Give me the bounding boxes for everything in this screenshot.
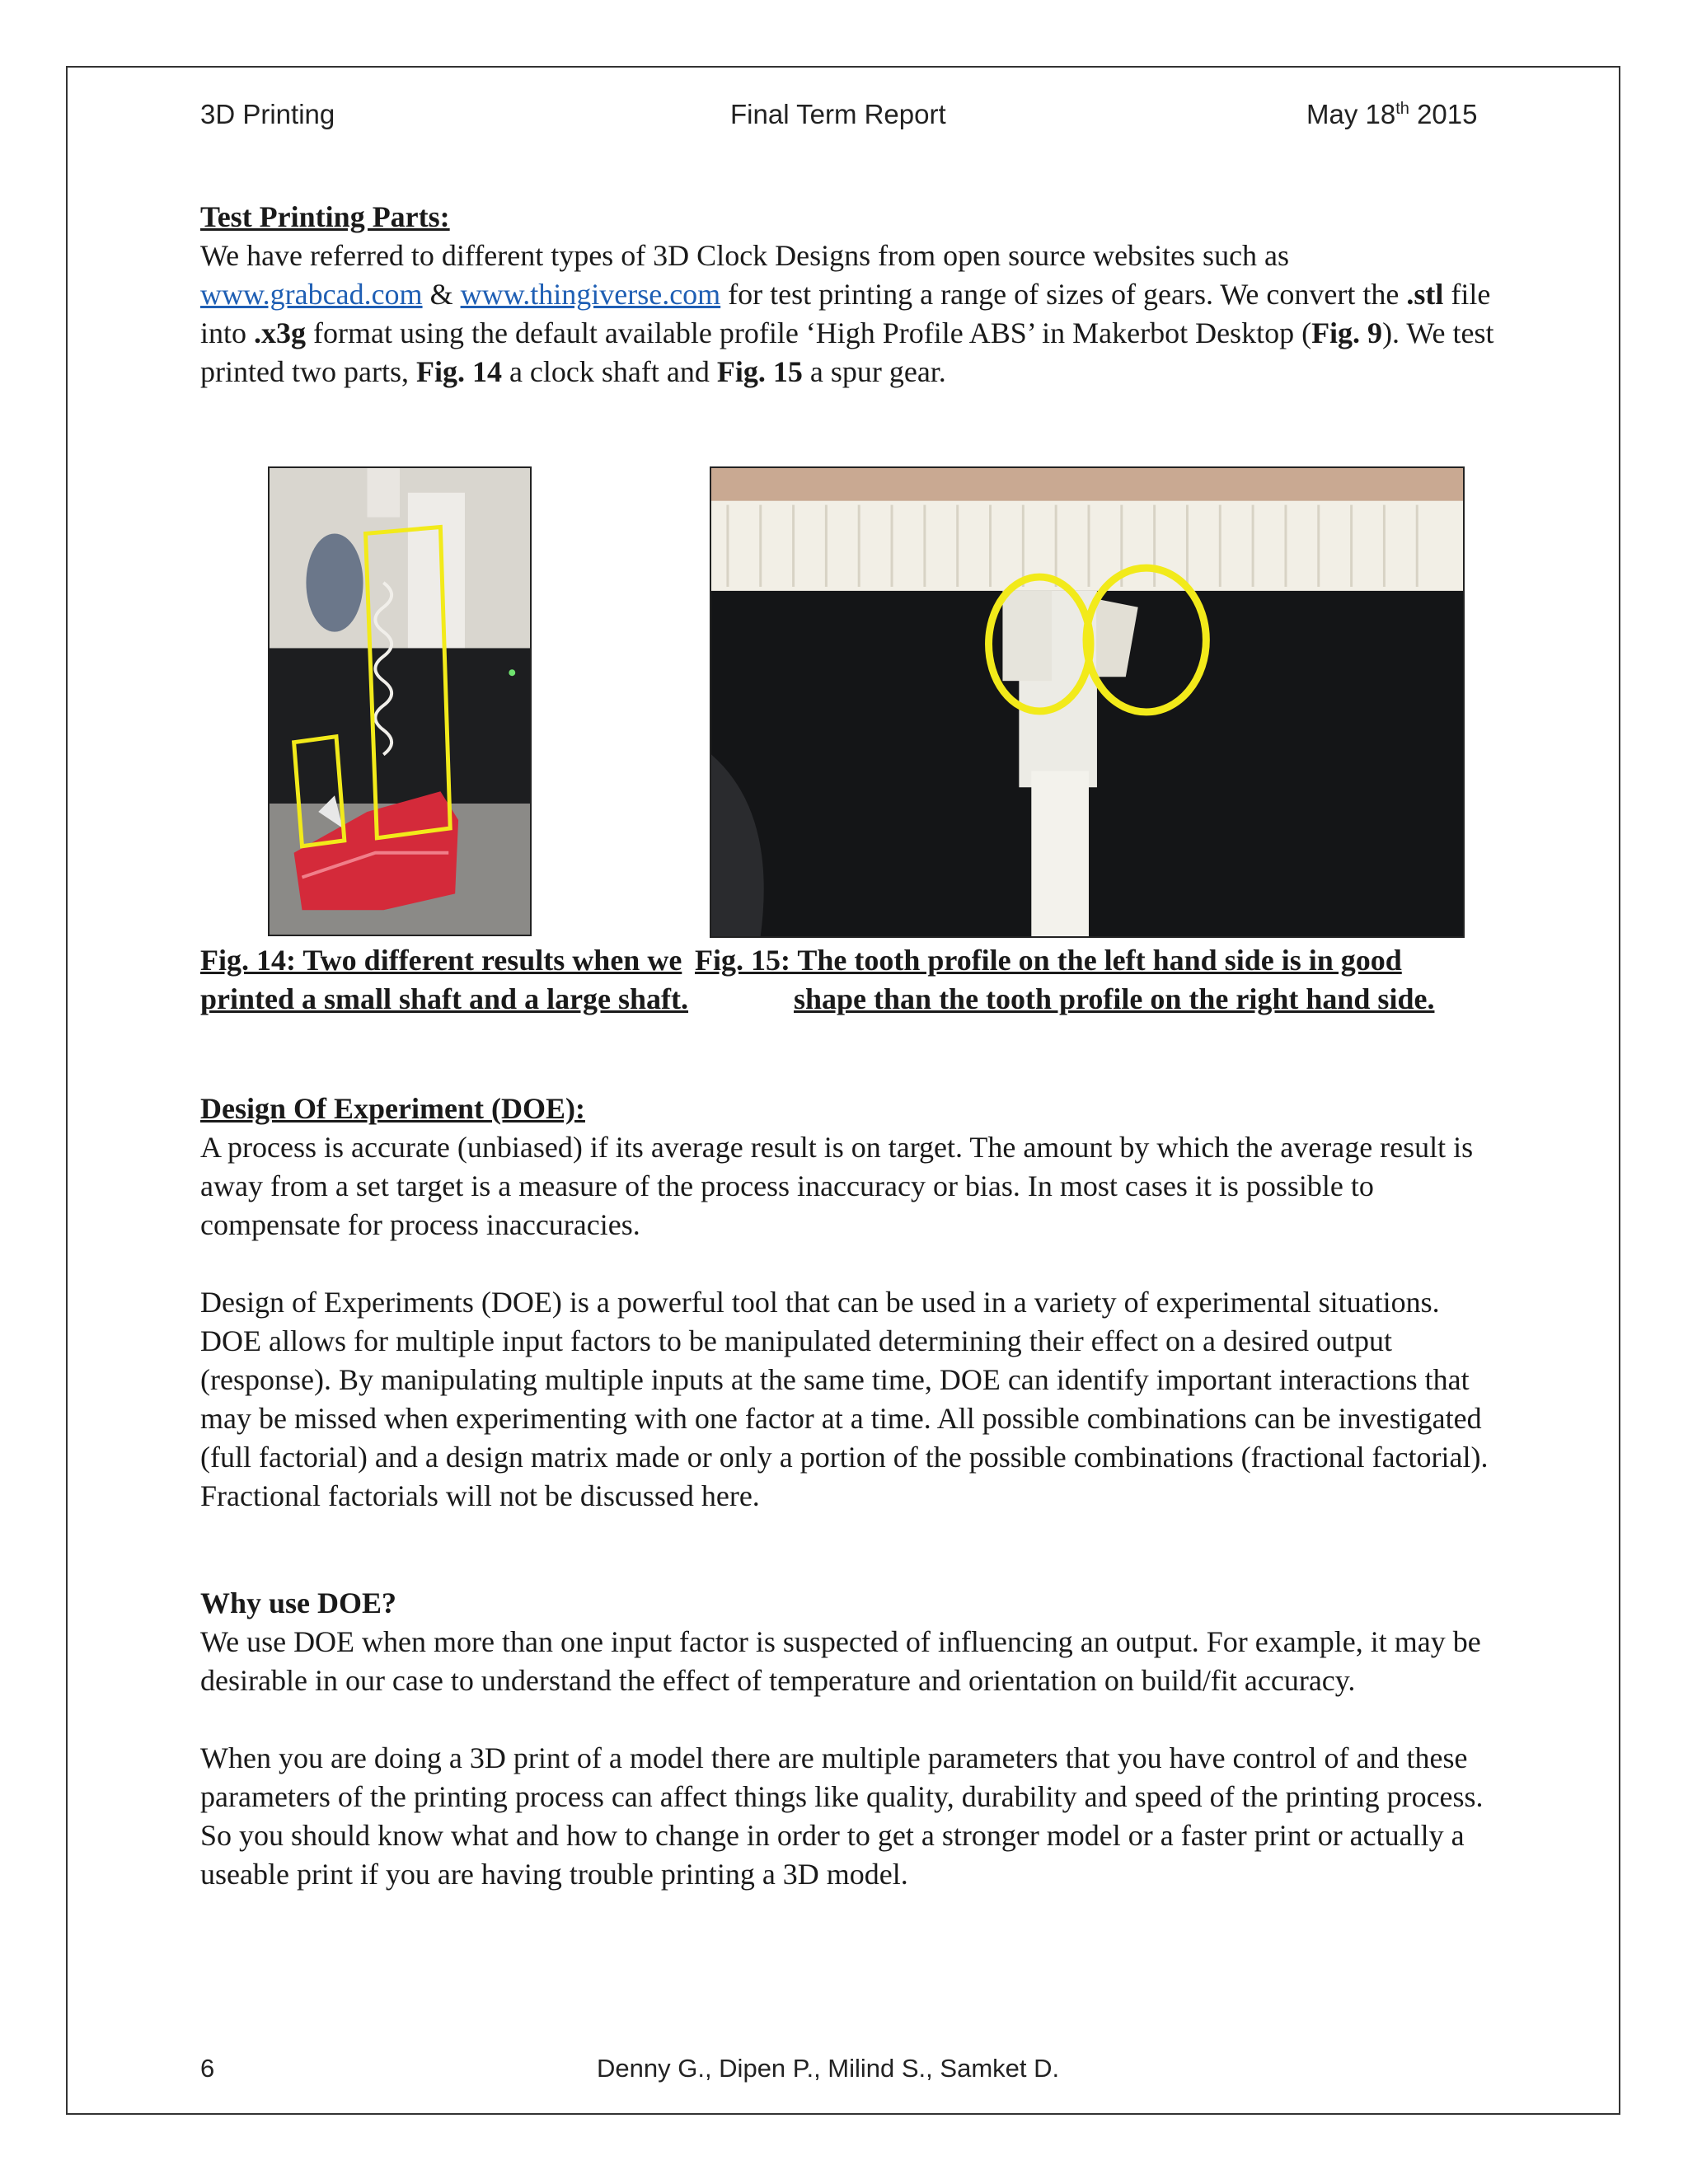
grabcad-link[interactable]: www.grabcad.com — [200, 278, 423, 311]
header-right: May 18th 2015 — [1306, 99, 1478, 129]
fig15-photo — [710, 466, 1465, 938]
fig14-photo — [268, 466, 532, 936]
fig14-image — [270, 468, 530, 935]
paragraph: A process is accurate (unbiased) if its average result is on target. The amount by which the average result is away from a set target is a measure of the process inaccuracy or bias. In most cases it is possible to compensate for process inaccuracies. — [200, 1131, 1474, 1241]
page-number: 6 — [200, 2054, 215, 2083]
paragraph: We use DOE when more than one input factor is suspected of influencing an output. For example, it may be desirable in our case to understand the effect of temperature and orientation on build/fit accuracy. — [200, 1625, 1481, 1697]
section-test-printing — [200, 198, 1503, 391]
header-left: 3D Printing — [200, 99, 335, 129]
paragraph: We have referred to different types of 3D Clock Designs from open source websites such as www.grabcad.com & www.thingiverse.com for test printing a range of sizes of gears. We convert the .stl file into .x3g format using the default available profile ‘High Profile ABS’ in Makerbot Desktop (Fig. 9). We test printed two parts, Fig. 14 a clock shaft and Fig. 15 a spur gear. — [200, 239, 1494, 388]
section-why-doe — [200, 1584, 1503, 1894]
fig15-caption: Fig. 15: The tooth profile on the left hand side is in good shape than the tooth profile on the right hand side. — [695, 944, 1435, 1015]
section-doe — [200, 1090, 1503, 1516]
fig14-caption: Fig. 14: Two different results when we printed a small shaft and a large shaft. — [200, 944, 689, 1015]
section-heading: Why use DOE? — [200, 1586, 397, 1619]
fig15-image — [711, 468, 1463, 936]
paragraph: When you are doing a 3D print of a model there are multiple parameters that you have control of and these parameters of the printing process can affect things like quality, durability and speed of the printing process. So you should know what and how to change in order to get a stronger model or a faster print or actually a useable print if you are having trouble printing a 3D model. — [200, 1741, 1484, 1891]
paragraph: Design of Experiments (DOE) is a powerful tool that can be used in a variety of experimental situations. DOE allows for multiple input factors to be manipulated determining their effect on a desired output (response). By manipulating multiple inputs at the same time, DOE can identify important interactions that may be missed when experimenting with one factor at a time. All possible combinations can be investigated (full factorial) and a design matrix made or only a portion of the possible combinations (fractional factorial). Fractional factorials will not be discussed here. — [200, 1286, 1489, 1512]
footer-authors: Denny G., Dipen P., Milind S., Samket D. — [597, 2054, 1060, 2083]
section-heading: Design Of Experiment (DOE): — [200, 1092, 585, 1125]
header-center: Final Term Report — [730, 99, 946, 129]
section-heading: Test Printing Parts: — [200, 200, 450, 233]
thingiverse-link[interactable]: www.thingiverse.com — [460, 278, 721, 311]
